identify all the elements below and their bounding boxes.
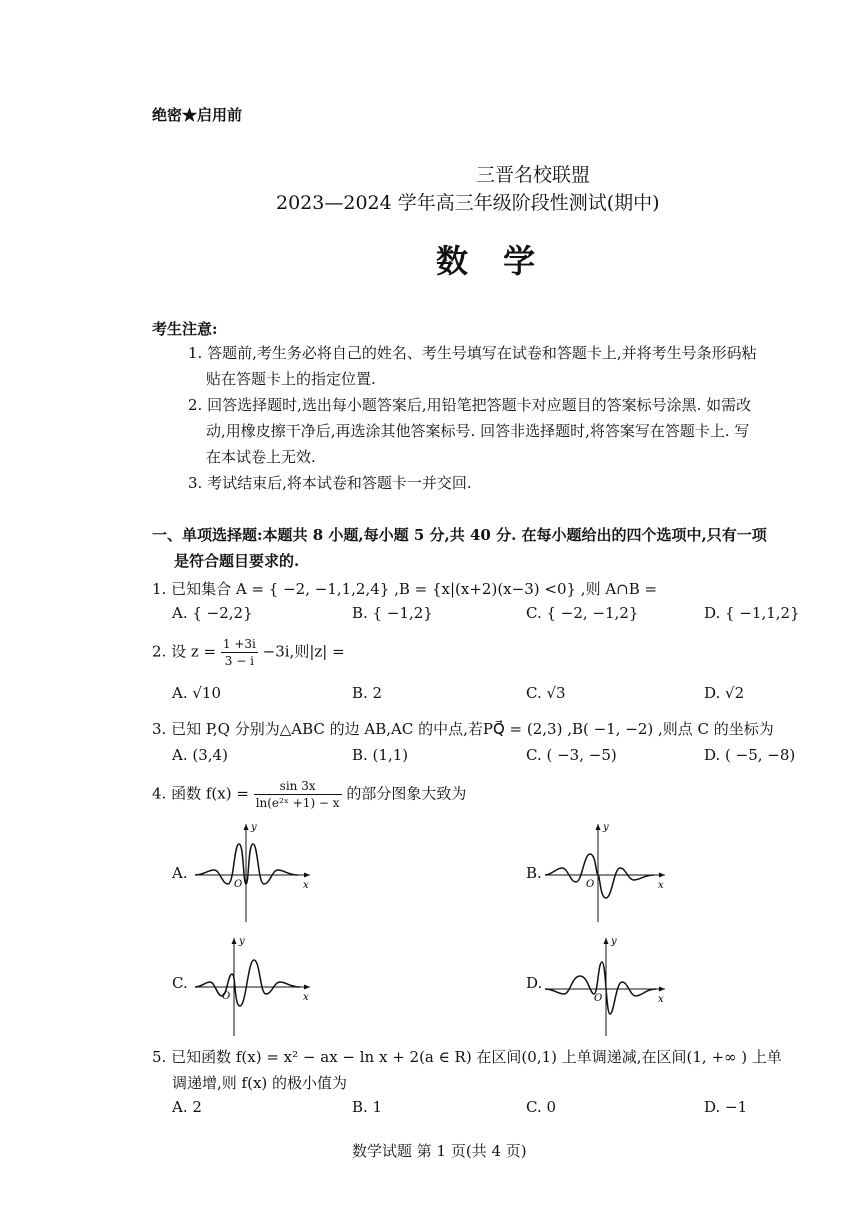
x-arrow-icon xyxy=(304,873,310,878)
notice-item-2-line2: 动,用橡皮擦干净后,再选涂其他答案标号. 回答非选择题时,将答案写在答题卡上. 写 xyxy=(206,422,750,440)
q2-frac-num: 1 +3i xyxy=(222,637,256,651)
q2-option-d: D. √2 xyxy=(704,684,745,702)
y-label: y xyxy=(603,822,609,833)
curve-d xyxy=(545,962,656,1014)
origin-label: O xyxy=(586,879,595,890)
x-label: x xyxy=(658,994,664,1005)
q4-graph-c xyxy=(190,932,320,1038)
q5-stem-line1: 5. 已知函数 f(x) = x² − ax − ln x + 2(a ∈ R) 在区间(0,1) 上单调递减,在区间(1, +∞ ) 上单 xyxy=(152,1048,782,1066)
q2-option-b: B. 2 xyxy=(352,684,383,702)
q1-option-d: D. { −1,1,2} xyxy=(704,604,800,622)
q2-prefix: 2. 设 z = xyxy=(152,642,217,661)
q2-frac-den: 3 − i xyxy=(224,654,254,668)
y-label: y xyxy=(239,936,245,947)
q4-graph-d xyxy=(540,932,670,1038)
q3-option-c: C. ( −3, −5) xyxy=(526,746,617,764)
q3-stem: 3. 已知 P,Q 分别为△ABC 的边 AB,AC 的中点,若PQ⃗ = (2,3) ,B( −1, −2) ,则点 C 的坐标为 xyxy=(152,720,774,738)
curve-b xyxy=(545,854,654,898)
notice-item-3-line1: 3. 考试结束后,将本试卷和答题卡一并交回. xyxy=(188,474,472,492)
q1-stem: 1. 已知集合 A = { −2, −1,1,2,4} ,B = {x|(x+2)(x−3) <0} ,则 A∩B = xyxy=(152,580,658,598)
q5-option-b: B. 1 xyxy=(352,1098,383,1116)
q3-option-b: B. (1,1) xyxy=(352,746,409,764)
notice-item-2-line3: 在本试卷上无效. xyxy=(206,448,316,466)
subject-title: 数 学 xyxy=(436,242,548,280)
q3-option-d: D. ( −5, −8) xyxy=(704,746,796,764)
q5-option-a: A. 2 xyxy=(172,1098,202,1116)
q4-graph-a xyxy=(190,818,320,924)
page-footer: 数学试题 第 1 页(共 4 页) xyxy=(352,1142,527,1160)
q4-frac-num: sin 3x xyxy=(254,778,342,795)
y-label: y xyxy=(611,936,617,947)
q5-stem-line2: 调递增,则 f(x) 的极小值为 xyxy=(172,1074,348,1092)
q1-option-c: C. { −2, −1,2} xyxy=(526,604,639,622)
q4-stem xyxy=(152,778,466,811)
q1-option-b: B. { −1,2} xyxy=(352,604,433,622)
notice-item-1-line1: 1. 答题前,考生务必将自己的姓名、考生号填写在试卷和答题卡上,并将考生号条形码粘 xyxy=(188,344,757,362)
q5-option-c: C. 0 xyxy=(526,1098,557,1116)
origin-label: O xyxy=(594,993,603,1004)
notice-title: 考生注意: xyxy=(152,320,218,338)
q4-option-a: A. xyxy=(172,864,188,882)
x-label: x xyxy=(303,992,309,1003)
y-label: y xyxy=(251,822,257,833)
q4-prefix: 4. 函数 f(x) = xyxy=(152,784,249,803)
q2-option-a: A. √10 xyxy=(172,684,222,702)
x-label: x xyxy=(658,880,664,891)
q3-option-a: A. (3,4) xyxy=(172,746,228,764)
q4-option-b: B. xyxy=(526,864,542,882)
y-arrow-icon xyxy=(244,824,249,830)
origin-label: O xyxy=(234,879,243,890)
q1-option-a: A. { −2,2} xyxy=(172,604,253,622)
q2-suffix: −3i,则|z| = xyxy=(262,642,345,661)
q4-fraction xyxy=(254,778,342,811)
x-label: x xyxy=(303,880,309,891)
y-arrow-icon xyxy=(232,938,237,944)
alliance-name: 三晋名校联盟 xyxy=(476,164,591,186)
q5-option-d: D. −1 xyxy=(704,1098,748,1116)
section-heading-line1: 一、单项选择题:本题共 8 小题,每小题 5 分,共 40 分. 在每小题给出的四个选项中,只有一项 xyxy=(152,526,767,544)
q4-option-c: C. xyxy=(172,974,188,992)
q4-frac-den: ln(e²ˣ +1) − x xyxy=(255,796,340,810)
x-arrow-icon xyxy=(304,985,310,990)
section-heading-line2: 是符合题目要求的. xyxy=(174,552,300,570)
q4-option-d: D. xyxy=(526,974,543,992)
q4-suffix: 的部分图象大致为 xyxy=(346,784,467,803)
notice-item-1-line2: 贴在答题卡上的指定位置. xyxy=(206,370,376,388)
q2-fraction xyxy=(221,636,258,669)
curve-c xyxy=(195,960,300,1006)
notice-item-2-line1: 2. 回答选择题时,选出每小题答案后,用铅笔把答题卡对应题目的答案标号涂黑. 如需改 xyxy=(188,396,752,414)
exam-title: 2023—2024 学年高三年级阶段性测试(期中) xyxy=(276,192,660,214)
x-arrow-icon xyxy=(659,987,665,992)
q2-option-c: C. √3 xyxy=(526,684,566,702)
y-arrow-icon xyxy=(604,938,609,944)
q2-stem xyxy=(152,636,345,669)
y-arrow-icon xyxy=(596,824,601,830)
confidential-label: 绝密★启用前 xyxy=(152,106,243,124)
x-arrow-icon xyxy=(659,873,665,878)
q4-graph-b xyxy=(540,818,670,924)
origin-label: O xyxy=(222,991,231,1002)
